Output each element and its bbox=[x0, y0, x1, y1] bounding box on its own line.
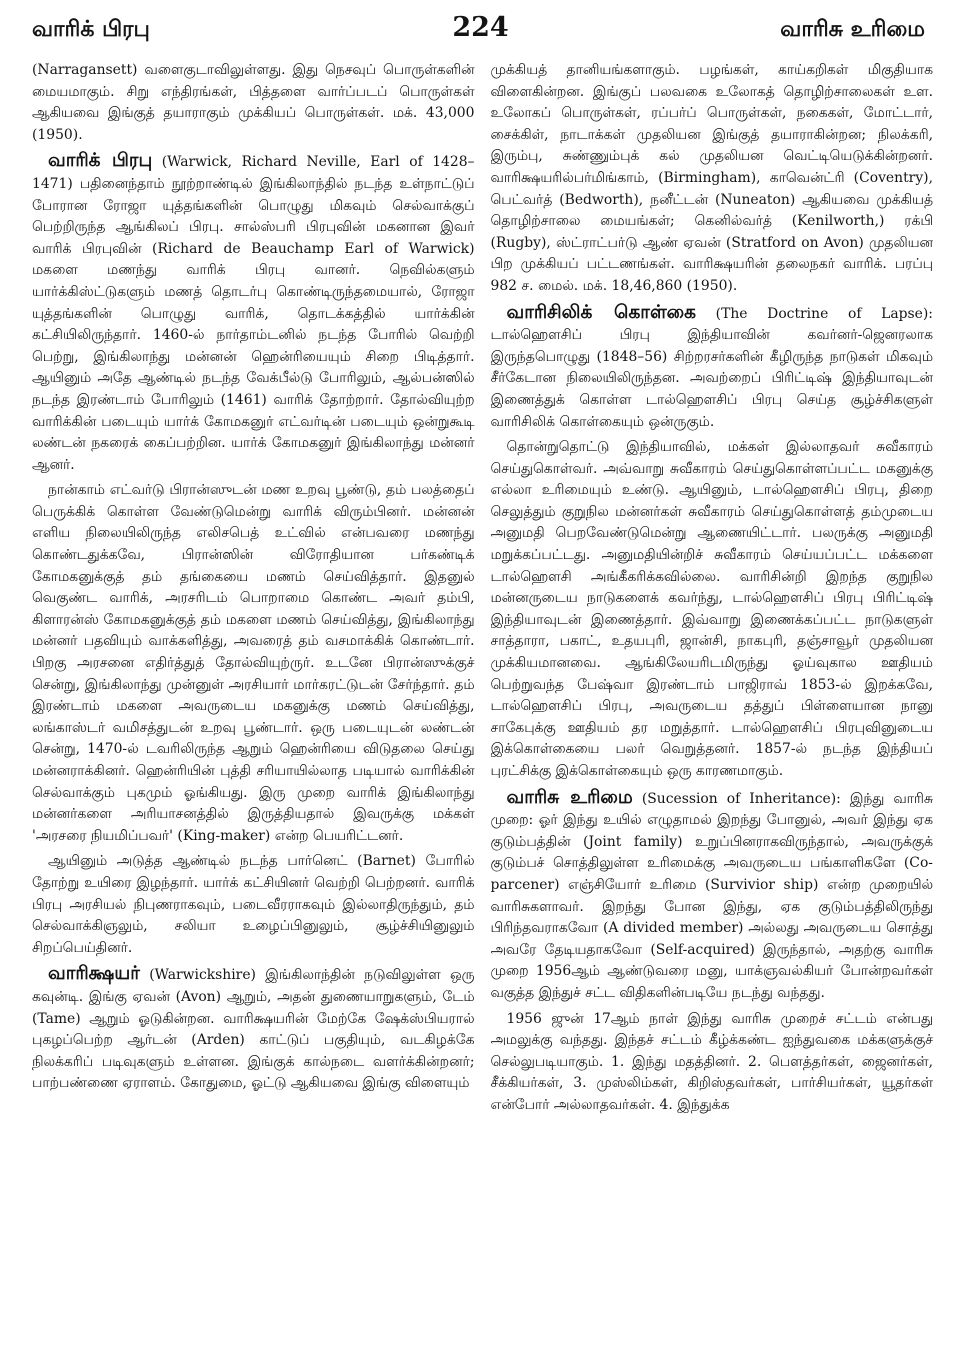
entry-doctrine-of-lapse bbox=[491, 302, 934, 434]
paragraph: (Narragansett) வளைகுடாவிலுள்ளது. இது நெசவுப் பொருள்களின் மையமாகும். சிறு எந்திரங்கள், பித்தளை வார்ப்படப் பொருள்கள் ஆகியவை இங்குத் தயாராகும் முக்கியப் பொருள்கள். மக். 43,000 (1950). bbox=[32, 62, 475, 143]
entry-headword: வாரிசு உரிமை bbox=[506, 786, 633, 808]
paragraph: 1956 ஜுன் 17ஆம் நாள் இந்து வாரிசு முறைச் சட்டம் என்பது அமலுக்கு வந்தது. இந்தச் சட்டம் கீழ்க்கண்ட ஐந்துவகை மக்களுக்குச் செல்லுபடியாகும். 1. இந்து மதத்தினர். 2. பௌத்தர்கள், ஜைனர்கள், சீக்கியர்கள், 3. முஸ்லிம்கள், கிறிஸ்தவர்கள், பார்சியர்கள், யூதர்கள் என்போர் அல்லாதவர்கள். 4. இந்துக்க bbox=[490, 1010, 933, 1113]
page-header bbox=[28, 12, 933, 50]
header-right-title: வாரிசு உரிமை bbox=[780, 16, 925, 42]
header-left-title: வாரிக் பிரபு bbox=[32, 16, 150, 42]
two-column-body bbox=[32, 60, 933, 1356]
entry-body: (Warwickshire) இங்கிலாந்தின் நடுவிலுள்ள ஒரு கவுன்டி. இங்கு ஏவன் (Avon) ஆறும், அதன் துணையாறுகளும், டேம் (Tame) ஆறும் ஓடுகின்றன. வாரிக்ஷயரின் மேற்கே ஷேக்ஸ்பியரால் புகழப்பெற்ற ஆர்டன் (Arden) காட்டுப் பகுதியும், வடகிழக்கே நிலக்கரிப் படிவுகளும் உள்ளன. இங்குக் கால்நடை வளர்க்கின்றனர்; பாற்பண்ணை ஏராளம். கோதுமை, ஓட்டு ஆகியவை இங்கு விளையும் bbox=[32, 967, 475, 1092]
entry-body: (The Doctrine of Lapse): டால்ஹெளசிப் பிரபு இந்தியாவின் கவர்னர்-ஜெனரலாக இருந்தபொழுது (1848–56) சிற்றரசர்களின் கீழிருந்த நாடுகள் மிகவும் சீர்கேடான நிலையிலிருந்தன. அவற்றைப் பிரிட்டிஷ் இந்தியாவுடன் இணைத்துக் கொள்ள டால்ஹெளசிப் பிரபு செய்த சூழ்ச்சிகளுள் வாரிசிலிக் கொள்கையும் ஒன்ருகும். bbox=[490, 305, 933, 430]
paragraph: தொன்றுதொட்டு இந்தியாவில், மக்கள் இல்லாதவர் சுவீகாரம் செய்துகொள்வர். அவ்வாறு சுவீகாரம் செய்துகொள்ளப்பட்ட மகனுக்கு எல்லா உரிமையும் உண்டு. ஆயினும், டால்ஹெளசிப் பிரபு, திறை செலுத்தும் குறுநில மன்னர்கள் சுவீகாரம் செய்துகொள்ளத் தம்முடைய அனுமதி பெறவேண்டுமென்று ஆணையிட்டார். பலருக்கு அனுமதி மறுக்கப்பட்டது. அனுமதியின்றிச் சுவீகாரம் செய்யப்பட்ட மக்களை டால்ஹெளசி அங்கீகரிக்கவில்லை. வாரிசின்றி இறந்த குறுநில மன்னருடைய நாடுகளைக் கவர்ந்து, டால்ஹெளசிப் பிரபு பிரிட்டிஷ் இந்தியாவுடன் இணைத்தார். இவ்வாறு இணைக்கப்பட்ட நாடுகளுள் சாத்தாரா, பகாட், உதயபுரி, ஜான்சி, நாகபுரி, தஞ்சாவூர் முதலியன முக்கியமானவை. ஆங்கிலேயரிடமிருந்து ஓய்வுகால ஊதியம் பெற்றுவந்த பேஷ்வா இரண்டாம் பாஜிராவ் 1853-ல் இறக்கவே, டால்ஹெளசிப் பிரபு, அவருடைய தத்துப் பிள்ளையான நானு சாகேபுக்கு ஊதியம் தர மறுத்தார். டால்ஹெளசிப் பிரபுவினுடைய இக்கொள்கையை பலர் வெறுத்தனர். 1857-ல் நடந்த இந்தியப் புரட்சிக்கு இக்கொள்கையும் ஒரு காரணமாகும். bbox=[490, 439, 933, 779]
page-number: 224 bbox=[452, 12, 509, 43]
left-column bbox=[32, 60, 475, 1356]
paragraph: ஆயினும் அடுத்த ஆண்டில் நடந்த பார்னெட் (Barnet) போரில் தோற்று உயிரை இழந்தார். யார்க் கட்சியினர் வெற்றி பெற்றனர். வாரிக் பிரபு அரசியல் நிபுணராகவும், படைவீரராகவும் இல்லாதிருந்தும், தம் செல்வாக்கிஞலும், சலியா உழைப்பினுலும், சூழ்ச்சியினுலும் சிறப்பெய்தினர். bbox=[32, 853, 475, 956]
entry-headword: வாரிசிலிக் கொள்கை bbox=[506, 301, 696, 323]
paragraph: முக்கியத் தானியங்களாகும். பழங்கள், காய்கறிகள் மிகுதியாக விளைகின்றன. இங்குப் பலவகை உலோகத் தொழிற்சாலைகள் உள. உலோகப் பொருள்கள், ரப்பர்ப் பொருள்கள், நகைகள், மோட்டார், சைக்கிள், நாடாக்கள் முதலியன இங்குத் தயாராகின்றன; நிலக்கரி, இரும்பு, சுண்ணும்புக் கல் முதலியன வெட்டியெடுக்கின்றனர். வாரிக்ஷயரில்பர்மிங்காம், (Birmingham), காவென்ட்ரி (Coventry), பெட்வர்த் (Bedworth), நனீட்டன் (Nuneaton) ஆகியவை முக்கியத் தொழிற்சாலை மையங்கள்; கெனில்வர்த் (Kenilworth,) ரக்பி (Rugby), ஸ்ட்ராட்பர்டு ஆண் ஏவன் (Stratford on Avon) முதலியன பிற முக்கியப் பட்டணங்கள். வாரிக்ஷயரின் தலைநகர் வாரிக். பரப்பு 982 ச. மைல். மக். 18,46,860 (1950). bbox=[490, 62, 933, 294]
paragraph: நான்காம் எட்வர்டு பிரான்ஸுடன் மண உறவு பூண்டு, தம் பலத்தைப் பெருக்கிக் கொள்ள வேண்டுமென்று வாரிக் விரும்பினர். மன்னன் எளிய நிலையிலிருந்த எலிசபெத் உட்வில் என்பவரை மணந்து கொண்டதுக்கவே, பிரான்ஸின் விரோதியான பர்கண்டிக் கோமகனுக்குத் தம் தங்கையை மணம் செய்வித்தார். இதனுல் வெகுண்ட வாரிக், அரசரிடம் பொறாமை கொண்ட அவர் தம்பி, கிளாரன்ஸ் கோமகனுக்குத் தம் மகளை மணம் செய்வித்து, இங்கிலாந்து மன்னர் பதவியும் வாக்களித்து, அவரைத் தம் வசமாக்கிக் கொண்டார். பிறகு அரசனை எதிர்த்துத் தோல்வியுற்ருர். உடனே பிரான்ஸுக்குச் சென்று, இங்கிலாந்து முன்னுள் அரசியார் மார்கரட்டுடன் சேர்ந்தார். தம் இரண்டாம் மகளை அவருடைய மகனுக்கு மணம் செய்வித்து, லங்காஸ்டர் வமிசத்துடன் உறவு பூண்டார். ஒரு படையுடன் லண்டன் சென்று, 1470-ல் டவரிலிருந்த ஆறும் ஹென்ரியை விடுதலை செய்து மன்னராக்கினர். ஹென்ரியின் புத்தி சரியாயில்லாத படியால் வாரிக்கின் செல்வாக்கும் புகமும் ஓங்கியது. இரு முறை வாரிக் இங்கிலாந்து மன்னர்களை அரியாசனத்தில் இருத்தியதால் இவருக்கு மக்கள் 'அரசரை நியமிப்பவர்' (King-maker) என்ற பெயரிட்டனர். bbox=[32, 482, 475, 844]
entry-warwick-earl bbox=[32, 150, 475, 476]
entry-headword: வாரிக்ஷயர் bbox=[48, 963, 140, 985]
entry-headword: வாரிக் பிரபு bbox=[48, 150, 153, 172]
entry-succession-of-inheritance bbox=[491, 787, 934, 1005]
entry-body: (Warwick, Richard Neville, Earl of 1428–1471) பதினைந்தாம் நூற்றாண்டில் இங்கிலாந்தில் நடந்த உள்நாட்டுப் போரான ரோஜா யுத்தங்களின் பொழுது மிகவும் செல்வாக்குப் பெற்றிருந்த ஆங்கிலப் பிரபு. சால்ஸ்பரி பிரபுவின் மகனான இவர் வாரிக் பிரபுவின் (Richard de Beauchamp Earl of Warwick) மகளை மணந்து வாரிக் பிரபு வானர். நெவில்களும் யார்க்கிஸ்ட்டுகளும் மணத் தொடர்பு கொண்டிருந்தமையால், ரோஜா யுத்தங்களின் பொழுது வாரிக், தொடக்கத்தில் யார்க்கின் கட்சியிலிருந்தார். 1460-ல் நார்தாம்டனில் நடந்த போரில் வெற்றி பெற்று, இங்கிலாந்து மன்னன் ஹென்ரியையும் சிறை பிடித்தார். ஆயினும் அதே ஆண்டில் நடந்த வேக்பீல்டு போரிலும், ஆல்பன்ஸில் நடந்த இரண்டாம் போரிலும் (1461) வாரிக் தோற்றார். தோல்வியுற்ற வாரிக்கின் படையும் யார்க் கோமகனுர் எட்வர்டின் படையும் ஒன்றுகூடி லண்டன் நகரைக் கைப்பற்றின. யார்க் கோமகனுர் இங்கிலாந்து மன்னர் ஆனர். bbox=[32, 154, 475, 473]
entry-warwickshire bbox=[32, 963, 475, 1095]
entry-body: (Sucession of Inheritance): இந்து வாரிசு முறை: ஓர் இந்து உயில் எழுதாமல் இறந்து போனுல், அவர் இந்து ஏக குடும்பத்தின் (Joint family) உறுப்பினராகவிருந்தால், அவருக்குக் குடும்பச் சொத்திலுள்ள உரிமைக்கு அவருடைய பங்காளிகளே (Co-parcener) எஞ்சியோர் உரிமை (Survivior ship) என்ற முறையில் வாரிசுகளாவர். இறந்து போன இந்து, ஏக குடும்பத்திலிருந்து பிரிந்தவராகவோ (A divided member) அல்லது அவருடைய சொத்து அவரே தேடியதாகவோ (Self-acquired) இருந்தால், அதற்கு வாரிசு முறை 1956ஆம் ஆண்டுவரை மனு, யாக்ஞவல்கியர் போன்றவர்கள் வகுத்த இந்துச் சட்ட விதிகளின்படியே நடந்து வந்தது. bbox=[490, 790, 933, 1001]
right-column bbox=[491, 60, 934, 1356]
